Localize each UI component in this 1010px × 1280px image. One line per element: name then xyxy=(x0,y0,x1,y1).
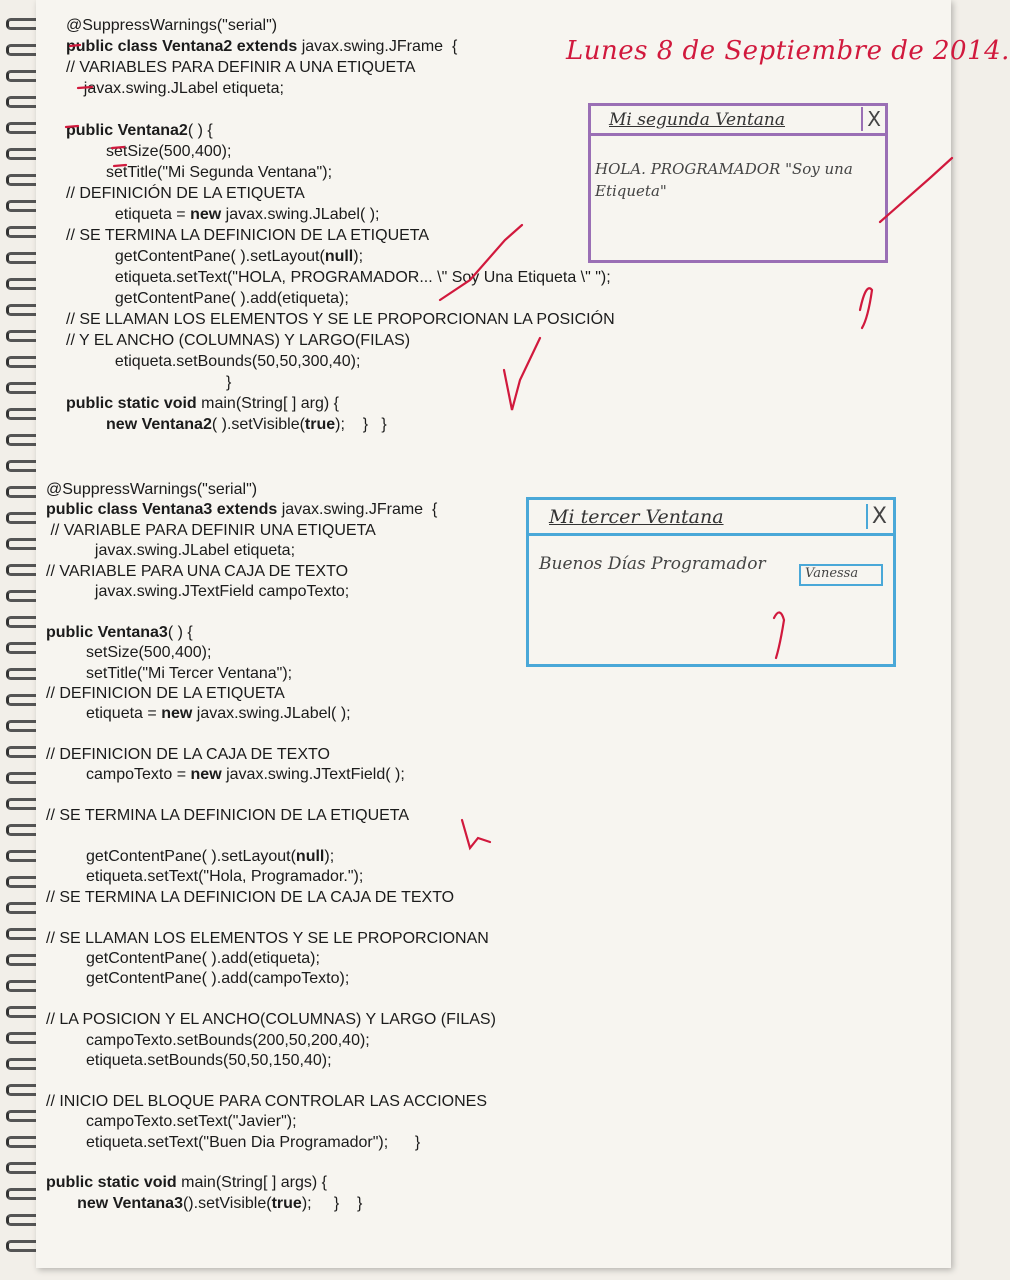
code-line: etiqueta.setText("Hola, Programador."); xyxy=(46,868,364,886)
code-line: javax.swing.JTextField campoTexto; xyxy=(46,582,350,600)
window-sketch-ventana2 xyxy=(588,103,888,263)
code-line xyxy=(46,602,496,622)
code-line xyxy=(66,100,615,121)
code-block-ventana3 xyxy=(46,480,496,1214)
code-line: // DEFINICION DE LA ETIQUETA xyxy=(46,684,285,702)
code-line: getContentPane( ).add(etiqueta); xyxy=(46,949,320,967)
window-title: Mi tercer Ventana xyxy=(549,506,724,528)
code-line: setTitle("Mi Segunda Ventana"); xyxy=(66,164,333,181)
code-line: // Y EL ANCHO (COLUMNAS) Y LARGO(FILAS) xyxy=(66,332,411,349)
code-line: // SE TERMINA LA DEFINICION DE LA ETIQUETA xyxy=(66,227,430,244)
text-field-sketch xyxy=(799,564,883,586)
code-line xyxy=(46,827,496,847)
text-field-value: Vanessa xyxy=(805,566,859,581)
code-line: setSize(500,400); xyxy=(46,644,212,662)
code-line: javax.swing.JLabel etiqueta; xyxy=(46,542,296,560)
code-line: // LA POSICION Y EL ANCHO(COLUMNAS) Y LARGO (FILAS) xyxy=(46,1011,496,1029)
code-line: campoTexto = new javax.swing.JTextField( ); xyxy=(46,766,405,784)
code-line: // DEFINICIÓN DE LA ETIQUETA xyxy=(66,185,305,202)
handwritten-date: Lunes 8 de Septiembre de 2014. xyxy=(566,36,1010,66)
code-line: public Ventana3( ) { xyxy=(46,623,193,641)
code-line: new Ventana2( ).setVisible(true); } } xyxy=(106,416,387,433)
code-line: etiqueta = new javax.swing.JLabel( ); xyxy=(46,705,351,723)
code-line: // SE LLAMAN LOS ELEMENTOS Y SE LE PROPORCIONAN LA POSICIÓN xyxy=(66,311,615,328)
code-line: // SE TERMINA LA DEFINICION DE LA ETIQUETA xyxy=(46,807,410,825)
code-line: // VARIABLE PARA DEFINIR UNA ETIQUETA xyxy=(46,521,376,539)
code-line: etiqueta.setText("HOLA, PROGRAMADOR... \" Soy Una Etiqueta \" "); xyxy=(66,269,611,286)
code-line: // SE TERMINA LA DEFINICION DE LA CAJA DE TEXTO xyxy=(46,888,455,906)
code-line xyxy=(46,725,496,745)
code-line: setTitle("Mi Tercer Ventana"); xyxy=(46,664,293,682)
code-block-ventana2 xyxy=(66,16,615,436)
code-line: // DEFINICION DE LA CAJA DE TEXTO xyxy=(46,746,330,764)
code-line: public static void main(String[ ] arg) { xyxy=(66,395,339,412)
window-label-text: HOLA. PROGRAMADOR "Soy una Etiqueta" xyxy=(595,160,853,200)
code-line: getContentPane( ).add(etiqueta); xyxy=(66,290,349,307)
code-line: campoTexto.setBounds(200,50,200,40); xyxy=(46,1031,370,1049)
code-line: // VARIABLES PARA DEFINIR A UNA ETIQUETA xyxy=(66,59,416,76)
window-title: Mi segunda Ventana xyxy=(609,110,786,130)
code-line: getContentPane( ).setLayout(null); xyxy=(46,848,335,866)
code-line: public class Ventana2 extends javax.swing.JFrame { xyxy=(66,38,458,55)
window-label-text: Buenos Días Programador xyxy=(539,554,766,574)
code-line: setSize(500,400); xyxy=(66,143,232,160)
window-title-bar xyxy=(529,500,893,536)
code-line: etiqueta.setBounds(50,50,300,40); xyxy=(66,353,361,370)
code-line: new Ventana3().setVisible(true); } } xyxy=(77,1194,363,1212)
code-line: javax.swing.JLabel etiqueta; xyxy=(66,80,284,97)
code-line: etiqueta = new javax.swing.JLabel( ); xyxy=(66,206,380,223)
code-line: } xyxy=(66,374,232,391)
close-icon: X xyxy=(866,504,887,529)
code-line xyxy=(46,908,496,928)
code-line xyxy=(46,786,496,806)
code-line: // VARIABLE PARA UNA CAJA DE TEXTO xyxy=(46,562,349,580)
close-icon: X xyxy=(861,107,881,131)
code-line xyxy=(46,990,496,1010)
code-line: @SuppressWarnings("serial") xyxy=(46,481,258,498)
code-line xyxy=(46,1153,496,1173)
code-line: public static void main(String[ ] args) { xyxy=(46,1174,327,1192)
window-sketch-ventana3 xyxy=(526,497,896,667)
code-line: public Ventana2( ) { xyxy=(66,122,213,139)
code-line: // SE LLAMAN LOS ELEMENTOS Y SE LE PROPORCIONAN xyxy=(46,929,489,947)
code-line: public class Ventana3 extends javax.swing.JFrame { xyxy=(46,501,438,519)
code-line: etiqueta.setText("Buen Dia Programador"); } xyxy=(46,1133,421,1151)
code-line: getContentPane( ).setLayout(null); xyxy=(66,248,364,265)
code-line xyxy=(46,1071,496,1091)
code-line: campoTexto.setText("Javier"); xyxy=(46,1113,297,1131)
window-title-bar xyxy=(591,106,885,136)
code-line: etiqueta.setBounds(50,50,150,40); xyxy=(46,1051,332,1069)
code-line: @SuppressWarnings("serial") xyxy=(66,17,278,34)
code-line: getContentPane( ).add(campoTexto); xyxy=(46,970,350,988)
code-line: // INICIO DEL BLOQUE PARA CONTROLAR LAS ACCIONES xyxy=(46,1092,487,1110)
